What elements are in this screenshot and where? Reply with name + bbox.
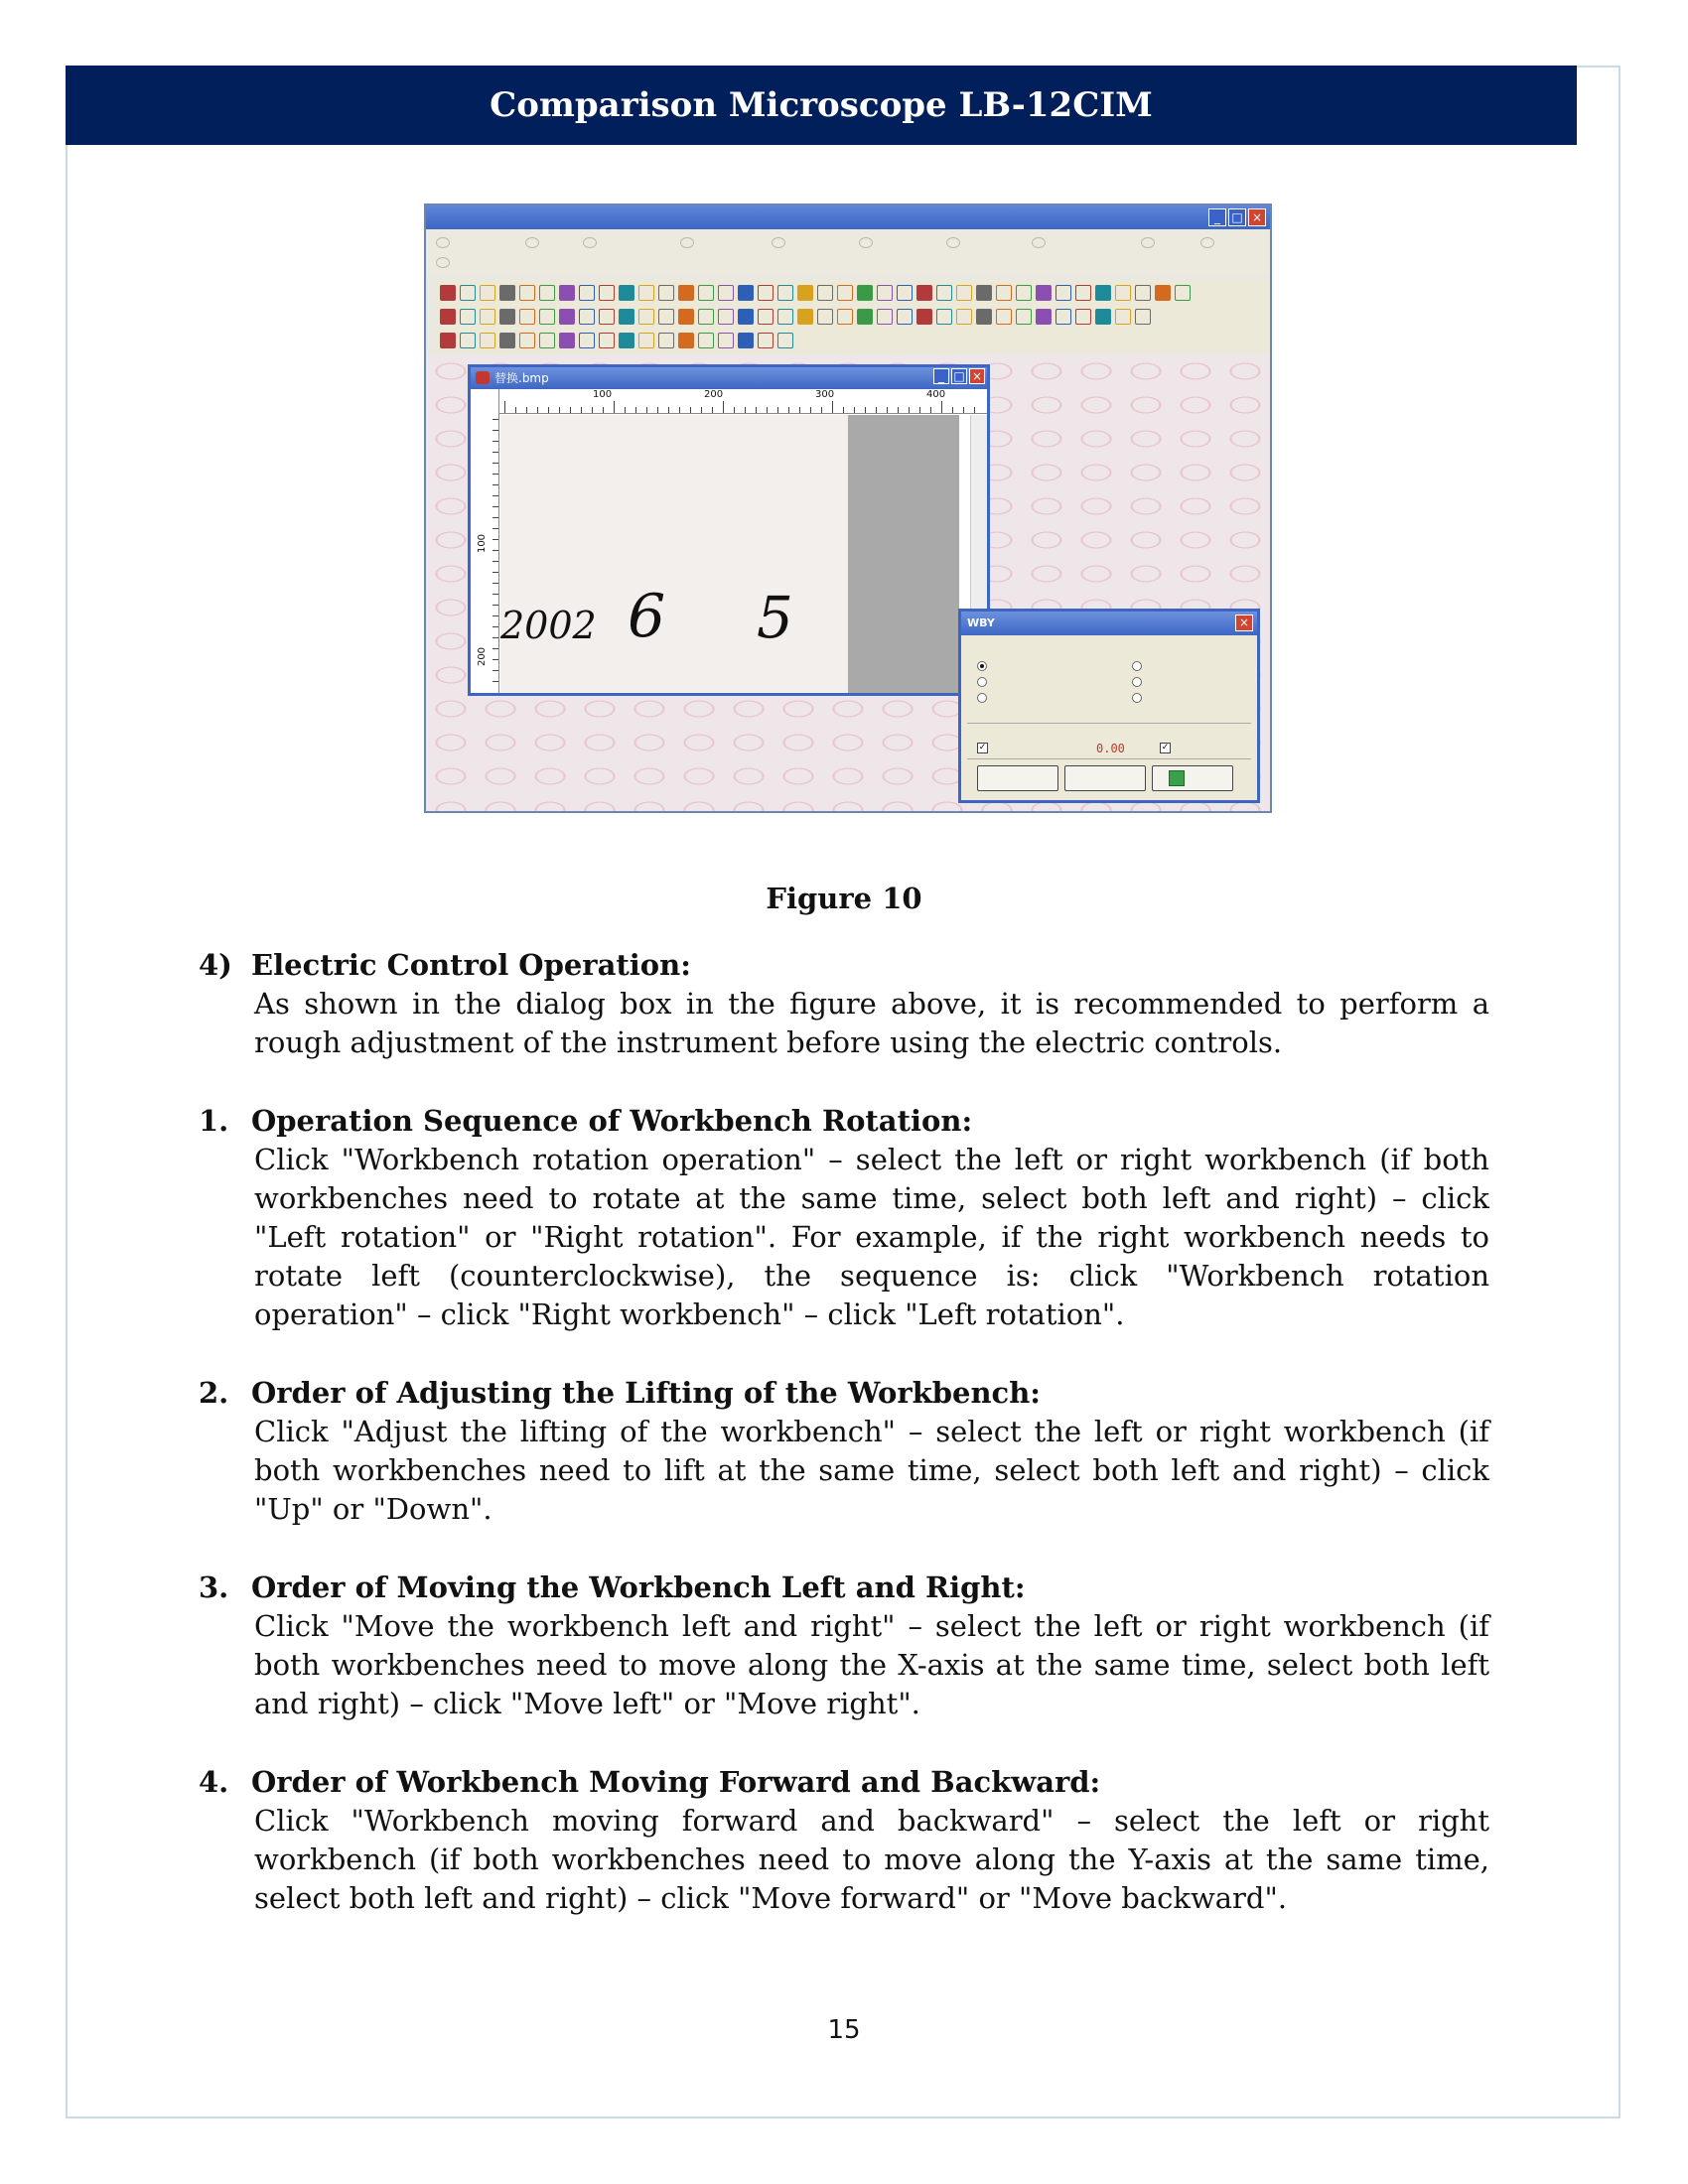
horizontal-ruler <box>498 389 987 414</box>
toolbar-tool-icon[interactable] <box>718 309 734 325</box>
ruler-label: 200 <box>477 646 489 667</box>
ruler-tick <box>657 407 658 413</box>
ruler-tick <box>592 407 593 413</box>
handwriting-text: 2002 <box>500 604 597 647</box>
ruler-tick <box>492 506 498 507</box>
menu-item[interactable] <box>946 237 960 248</box>
ruler-tick <box>492 550 498 551</box>
ruler-tick <box>492 561 498 562</box>
toolbar-tool-icon[interactable] <box>1075 309 1091 325</box>
ruler-tick <box>559 407 560 413</box>
toolbar-tool-icon[interactable] <box>837 285 853 301</box>
electric-control-dialog <box>958 609 1260 803</box>
section-body: Click "Workbench moving forward and backward" – select the left or right workbench (if both workbenches need to move along the Y-axis at the same time, select both left and right) – click "Move forward" or "Move backward". <box>254 1804 1489 1915</box>
handwriting-text: 5 <box>757 584 793 651</box>
ruler-tick <box>526 407 527 413</box>
toolbar-tool-icon[interactable] <box>519 285 535 301</box>
handwriting-image <box>500 415 848 693</box>
ruler-tick <box>734 407 735 413</box>
ruler-tick <box>745 407 746 413</box>
toolbar-tool-icon[interactable] <box>758 285 774 301</box>
toolbar-tool-icon[interactable] <box>738 309 754 325</box>
ruler-tick <box>821 407 822 413</box>
toolbar-tool-icon[interactable] <box>638 285 654 301</box>
toolbar-tool-icon[interactable] <box>996 309 1012 325</box>
toolbar-tool-icon[interactable] <box>539 333 555 348</box>
section-heading: Order of Adjusting the Lifting of the Workbench: <box>251 1376 1042 1410</box>
toolbar-tool-icon[interactable] <box>698 285 714 301</box>
toolbar-tool-icon[interactable] <box>678 285 694 301</box>
toolbar-tool-icon[interactable] <box>1016 285 1032 301</box>
toolbar-tool-icon[interactable] <box>916 309 932 325</box>
ruler-tick <box>492 528 498 529</box>
ruler-tick <box>614 401 615 413</box>
divider <box>967 758 1251 759</box>
toolbar-tool-icon[interactable] <box>738 333 754 348</box>
page-number: 15 <box>827 2015 861 2045</box>
ruler-tick <box>723 401 724 413</box>
ruler-tick <box>548 407 549 413</box>
menu-item[interactable] <box>1032 237 1046 248</box>
ruler-tick <box>887 407 888 413</box>
menu-item[interactable] <box>1141 237 1155 248</box>
toolbar-tool-icon[interactable] <box>738 285 754 301</box>
ruler-tick <box>974 407 975 413</box>
close-icon[interactable]: × <box>969 368 985 384</box>
ruler-tick <box>492 517 498 518</box>
toolbar-tool-icon[interactable] <box>678 309 694 325</box>
dialog-title: WBY <box>967 616 995 629</box>
ruler-label: 100 <box>593 389 613 400</box>
ruler-tick <box>625 407 626 413</box>
ruler-tick <box>635 407 636 413</box>
toolbar-tool-icon[interactable] <box>1055 285 1071 301</box>
toolbar-tool-icon[interactable] <box>857 309 873 325</box>
toolbar-tool-icon[interactable] <box>579 309 595 325</box>
toolbar-tool-icon[interactable] <box>499 285 515 301</box>
section-body: Click "Workbench rotation operation" – select the left or right workbench (if both workbenches need to rotate at the same time, select both left and right) – click "Left rotation" or "Right rotation". For example, if the right workbench needs to rotate left (counterclockwise), the sequence is: click "Workbench rotation operation" – click "Right workbench" – click "Left rotation". <box>254 1143 1489 1331</box>
divider <box>967 723 1251 724</box>
ruler-tick <box>668 407 669 413</box>
toolbar-tool-icon[interactable] <box>1135 285 1151 301</box>
toolbar-tool-icon[interactable] <box>599 285 615 301</box>
ruler-tick <box>919 407 920 413</box>
empty-canvas-area <box>848 415 959 693</box>
ruler-tick <box>712 407 713 413</box>
ruler-tick <box>492 441 498 442</box>
toolbar-tool-icon[interactable] <box>837 309 853 325</box>
toolbar-tool-icon[interactable] <box>619 285 634 301</box>
toolbar-tool-icon[interactable] <box>996 285 1012 301</box>
menu-item[interactable] <box>680 237 694 248</box>
toolbar-tool-icon[interactable] <box>559 333 575 348</box>
toolbar-tool-icon[interactable] <box>976 309 992 325</box>
ruler-tick <box>492 583 498 584</box>
toolbar-tool-icon[interactable] <box>718 333 734 348</box>
right-workbench-checkbox[interactable]: ✓ <box>1161 743 1170 752</box>
toolbar-tool-icon[interactable] <box>539 309 555 325</box>
toolbar-tool-icon[interactable] <box>440 333 456 348</box>
toolbar-tool-icon[interactable] <box>797 285 813 301</box>
ruler-tick <box>603 407 604 413</box>
section-heading: Order of Moving the Workbench Left and Right: <box>251 1570 1026 1604</box>
ruler-tick <box>492 648 498 649</box>
toolbar-tool-icon[interactable] <box>460 309 476 325</box>
ruler-tick <box>492 681 498 682</box>
dialog-button[interactable] <box>977 765 1058 791</box>
section-lifting <box>199 1374 1489 1529</box>
dialog-exit-button[interactable] <box>1152 765 1233 791</box>
maximize-icon[interactable]: □ <box>951 368 967 384</box>
section-number: 1. <box>199 1104 229 1138</box>
ruler-tick <box>492 463 498 464</box>
toolbar-tool-icon[interactable] <box>897 285 913 301</box>
radio-option[interactable] <box>977 661 987 671</box>
toolbar-tool-icon[interactable] <box>559 309 575 325</box>
menu-item[interactable] <box>583 237 597 248</box>
minimize-icon[interactable]: _ <box>1208 208 1226 226</box>
ruler-tick <box>492 495 498 496</box>
dialog-titlebar <box>961 612 1257 635</box>
toolbar-standard <box>436 281 1270 305</box>
section-heading: Operation Sequence of Workbench Rotation: <box>251 1104 973 1138</box>
ruler-tick <box>941 401 942 413</box>
toolbar-tool-icon[interactable] <box>718 285 734 301</box>
ruler-tick <box>504 401 505 413</box>
toolbar-tool-icon[interactable] <box>559 285 575 301</box>
menu-item[interactable] <box>525 237 539 248</box>
menu-item[interactable] <box>436 237 450 248</box>
toolbar-tool-icon[interactable] <box>539 285 555 301</box>
ruler-tick <box>492 637 498 638</box>
software-screenshot <box>424 204 1272 813</box>
ruler-tick <box>492 626 498 627</box>
ruler-tick <box>865 407 866 413</box>
section-heading: Order of Workbench Moving Forward and Backward: <box>251 1765 1101 1799</box>
toolbar-tool-icon[interactable] <box>817 309 833 325</box>
toolbar-tool-icon[interactable] <box>519 309 535 325</box>
toolbar-tool-icon[interactable] <box>1036 285 1052 301</box>
radio-option[interactable] <box>977 693 987 703</box>
ruler-label: 100 <box>477 533 489 554</box>
toolbar-tool-icon[interactable] <box>916 285 932 301</box>
ruler-tick <box>492 572 498 573</box>
menu-item[interactable] <box>436 257 450 268</box>
menu-bar <box>426 229 1270 275</box>
toolbar-tool-icon[interactable] <box>897 309 913 325</box>
toolbar-tool-icon[interactable] <box>1036 309 1052 325</box>
ruler-tick <box>930 407 931 413</box>
toolbar-tool-icon[interactable] <box>1055 309 1071 325</box>
toolbar-tool-icon[interactable] <box>460 285 476 301</box>
ruler-tick <box>492 605 498 606</box>
ruler-tick <box>799 407 800 413</box>
section-forward-backward <box>199 1763 1489 1918</box>
toolbar-tool-icon[interactable] <box>1115 309 1131 325</box>
ruler-tick <box>492 659 498 660</box>
ruler-tick <box>876 407 877 413</box>
ruler-tick <box>646 407 647 413</box>
toolbar-tool-icon[interactable] <box>777 285 793 301</box>
menu-item[interactable] <box>859 237 873 248</box>
ruler-tick <box>570 407 571 413</box>
toolbar-tool-icon[interactable] <box>1095 309 1111 325</box>
toolbar-tool-icon[interactable] <box>460 333 476 348</box>
toolbar-tool-icon[interactable] <box>658 285 674 301</box>
section-number: 4. <box>199 1765 229 1799</box>
toolbar-drawing <box>436 329 1270 352</box>
toolbar-tool-icon[interactable] <box>619 309 634 325</box>
menu-item[interactable] <box>772 237 785 248</box>
toolbar-tool-icon[interactable] <box>777 309 793 325</box>
ruler-label: 400 <box>926 389 946 400</box>
toolbar-tool-icon[interactable] <box>499 333 515 348</box>
section-left-right <box>199 1569 1489 1723</box>
toolbar-tool-icon[interactable] <box>976 285 992 301</box>
toolbar-tool-icon[interactable] <box>698 309 714 325</box>
ruler-tick <box>492 539 498 540</box>
section-number: 2. <box>199 1376 229 1410</box>
toolbar-tool-icon[interactable] <box>599 309 615 325</box>
ruler-label: 300 <box>815 389 835 400</box>
toolbar-tool-icon[interactable] <box>777 333 793 348</box>
toolbar-tool-icon[interactable] <box>638 333 654 348</box>
section-number: 3. <box>199 1570 229 1604</box>
document-title: 替换.bmp <box>494 371 549 385</box>
toolbar-tool-icon[interactable] <box>638 309 654 325</box>
ruler-tick <box>581 407 582 413</box>
toolbar-tool-icon[interactable] <box>579 285 595 301</box>
toolbar-tool-icon[interactable] <box>1115 285 1131 301</box>
toolbar-tool-icon[interactable] <box>519 333 535 348</box>
toolbar-tool-icon[interactable] <box>658 309 674 325</box>
section-number: 4) <box>199 948 232 982</box>
toolbar-tool-icon[interactable] <box>1135 309 1151 325</box>
ruler-tick <box>767 407 768 413</box>
maximize-icon[interactable]: □ <box>1228 208 1246 226</box>
dialog-value: 0.00 <box>1096 742 1125 755</box>
section-rotation <box>199 1102 1489 1334</box>
ruler-tick <box>909 407 910 413</box>
ruler-tick <box>679 407 680 413</box>
section-body: Click "Move the workbench left and right" – select the left or right workbench (if both workbenches need to move along the X-axis at the same time, select both left and right) – click "Move left" or "Move right". <box>254 1609 1489 1720</box>
ruler-tick <box>832 401 833 413</box>
ruler-tick <box>515 407 516 413</box>
toolbar-tool-icon[interactable] <box>817 285 833 301</box>
ruler-tick <box>777 407 778 413</box>
radio-option[interactable] <box>1132 677 1142 687</box>
toolbar-tool-icon[interactable] <box>1155 285 1171 301</box>
ruler-tick <box>492 452 498 453</box>
section-electric-control <box>199 946 1489 1062</box>
toolbar-tool-icon[interactable] <box>698 333 714 348</box>
toolbar-tool-icon[interactable] <box>658 333 674 348</box>
toolbar-tool-icon[interactable] <box>758 309 774 325</box>
toolbar-tool-icon[interactable] <box>956 285 972 301</box>
toolbar-tool-icon[interactable] <box>480 333 495 348</box>
handwriting-text: 6 <box>628 582 666 651</box>
toolbar-tool-icon[interactable] <box>758 333 774 348</box>
figure-caption: Figure 10 <box>766 882 922 915</box>
ruler-tick <box>898 407 899 413</box>
ruler-tick <box>492 670 498 671</box>
close-icon[interactable]: × <box>1248 208 1266 226</box>
section-body: As shown in the dialog box in the figure above, it is recommended to perform a rough adjustment of the instrument before using the electric controls. <box>254 987 1489 1059</box>
toolbar-tool-icon[interactable] <box>1016 309 1032 325</box>
toolbar-tool-icon[interactable] <box>1175 285 1191 301</box>
toolbar-tool-icon[interactable] <box>599 333 615 348</box>
radio-option[interactable] <box>977 677 987 687</box>
close-icon[interactable]: × <box>1235 614 1253 631</box>
toolbar-tool-icon[interactable] <box>678 333 694 348</box>
toolbar-tool-icon[interactable] <box>1095 285 1111 301</box>
toolbar-tool-icon[interactable] <box>877 309 893 325</box>
toolbar-tool-icon[interactable] <box>440 285 456 301</box>
toolbar-tool-icon[interactable] <box>857 285 873 301</box>
left-workbench-checkbox[interactable]: ✓ <box>978 743 987 752</box>
app-titlebar <box>426 205 1270 229</box>
ruler-tick <box>952 407 953 413</box>
ruler-tick <box>492 430 498 431</box>
minimize-icon[interactable]: _ <box>933 368 949 384</box>
ruler-tick <box>492 484 498 485</box>
ruler-tick <box>492 474 498 475</box>
toolbar-tool-icon[interactable] <box>797 309 813 325</box>
toolbar-tool-icon[interactable] <box>1075 285 1091 301</box>
page-header <box>66 66 1577 145</box>
toolbar-tool-icon[interactable] <box>936 285 952 301</box>
dialog-button[interactable] <box>1064 765 1146 791</box>
image-document-window[interactable] <box>468 364 990 696</box>
ruler-tick <box>537 407 538 413</box>
toolbar-tool-icon[interactable] <box>480 285 495 301</box>
ruler-tick <box>810 407 811 413</box>
ruler-tick <box>690 407 691 413</box>
radio-option[interactable] <box>1132 661 1142 671</box>
menu-item[interactable] <box>1200 237 1214 248</box>
ruler-tick <box>492 615 498 616</box>
section-body: Click "Adjust the lifting of the workbench" – select the left or right workbench (if both workbenches need to lift at the same time, select both left and right) – click "Up" or "Down". <box>254 1415 1489 1526</box>
ruler-tick <box>854 407 855 413</box>
ruler-tick <box>701 407 702 413</box>
ruler-tick <box>843 407 844 413</box>
toolbar-tool-icon[interactable] <box>956 309 972 325</box>
document-titlebar <box>471 367 987 389</box>
toolbar-tool-icon[interactable] <box>499 309 515 325</box>
toolbar-tool-icon[interactable] <box>579 333 595 348</box>
ruler-tick <box>756 407 757 413</box>
exit-icon <box>1169 770 1185 786</box>
ruler-tick <box>492 594 498 595</box>
radio-option[interactable] <box>1132 693 1142 703</box>
ruler-label: 200 <box>704 389 724 400</box>
toolbar-tool-icon[interactable] <box>936 309 952 325</box>
document-icon <box>476 371 490 384</box>
section-heading: Electric Control Operation: <box>251 948 691 982</box>
vertical-ruler <box>471 389 499 693</box>
toolbar-tool-icon[interactable] <box>877 285 893 301</box>
header-title: Comparison Microscope LB-12CIM <box>490 85 1153 125</box>
ruler-tick <box>963 407 964 413</box>
ruler-tick <box>788 407 789 413</box>
toolbar-tool-icon[interactable] <box>480 309 495 325</box>
toolbar-image <box>436 305 1270 329</box>
ruler-tick <box>492 419 498 420</box>
toolbar-tool-icon[interactable] <box>619 333 634 348</box>
toolbar-tool-icon[interactable] <box>440 309 456 325</box>
